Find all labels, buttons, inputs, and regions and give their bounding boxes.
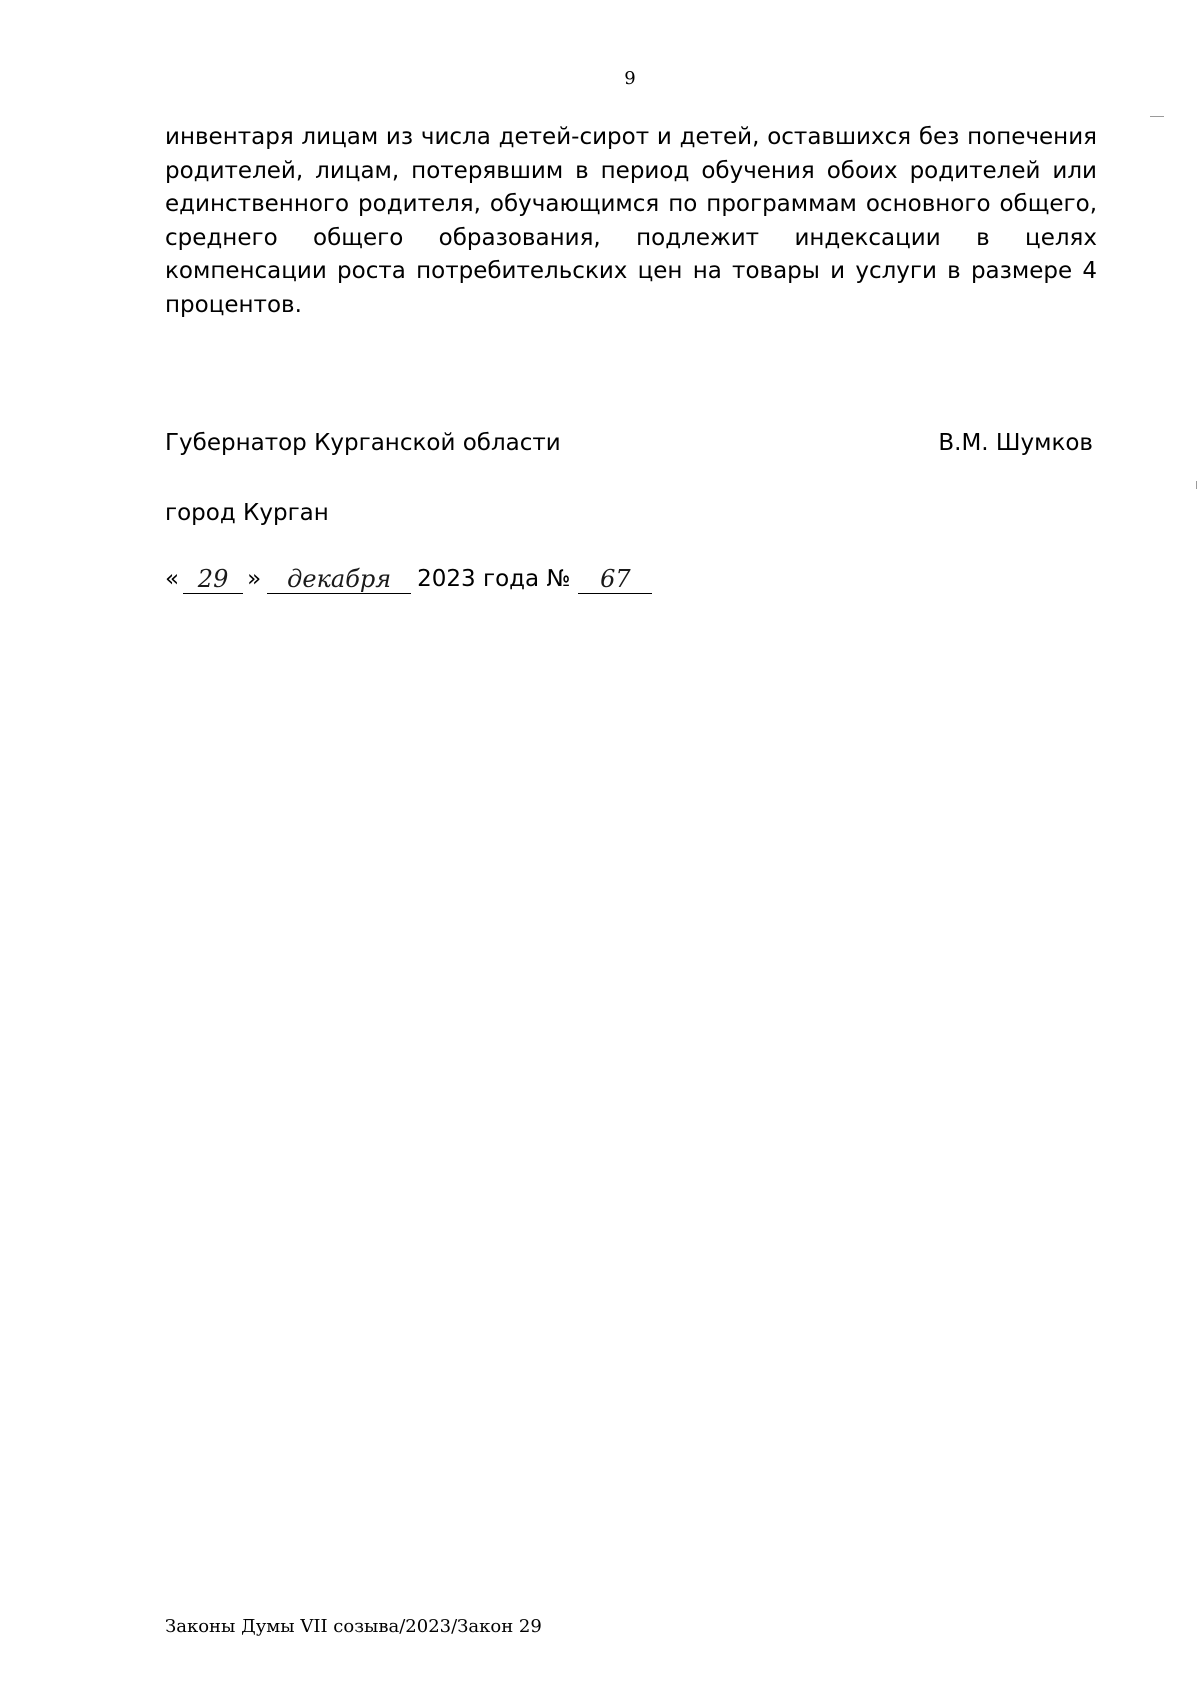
page-number: 9 [624, 68, 636, 89]
handwritten-month: декабря [267, 565, 411, 594]
city-line: город Курган [165, 500, 329, 526]
handwritten-law-number: 67 [578, 565, 652, 594]
body-paragraph: инвентаря лицам из числа детей-сирот и детей, оставшихся без попечения родителей, лицам, потерявшим в период обучения обоих родителей или единственного родителя, обучающимся по программам основного общего, среднего общего образования, подлежит индексации в целях компенсации роста потребительских цен на товары и услуги в размере 4 процентов. [165, 124, 1097, 318]
signatory-name: В.М. Шумков [938, 430, 1093, 456]
signature-block [165, 430, 1093, 456]
scan-artifact-mark [1196, 481, 1197, 489]
handwritten-day: 29 [183, 565, 243, 594]
open-quote: « [165, 566, 180, 592]
year-label: 2023 года № [417, 566, 571, 592]
scan-artifact-mark [1150, 116, 1164, 117]
signatory-position: Губернатор Курганской области [165, 430, 561, 456]
close-quote: » [247, 566, 262, 592]
footer-reference: Законы Думы VII созыва/2023/Закон 29 [165, 1616, 542, 1637]
date-line [165, 564, 652, 594]
